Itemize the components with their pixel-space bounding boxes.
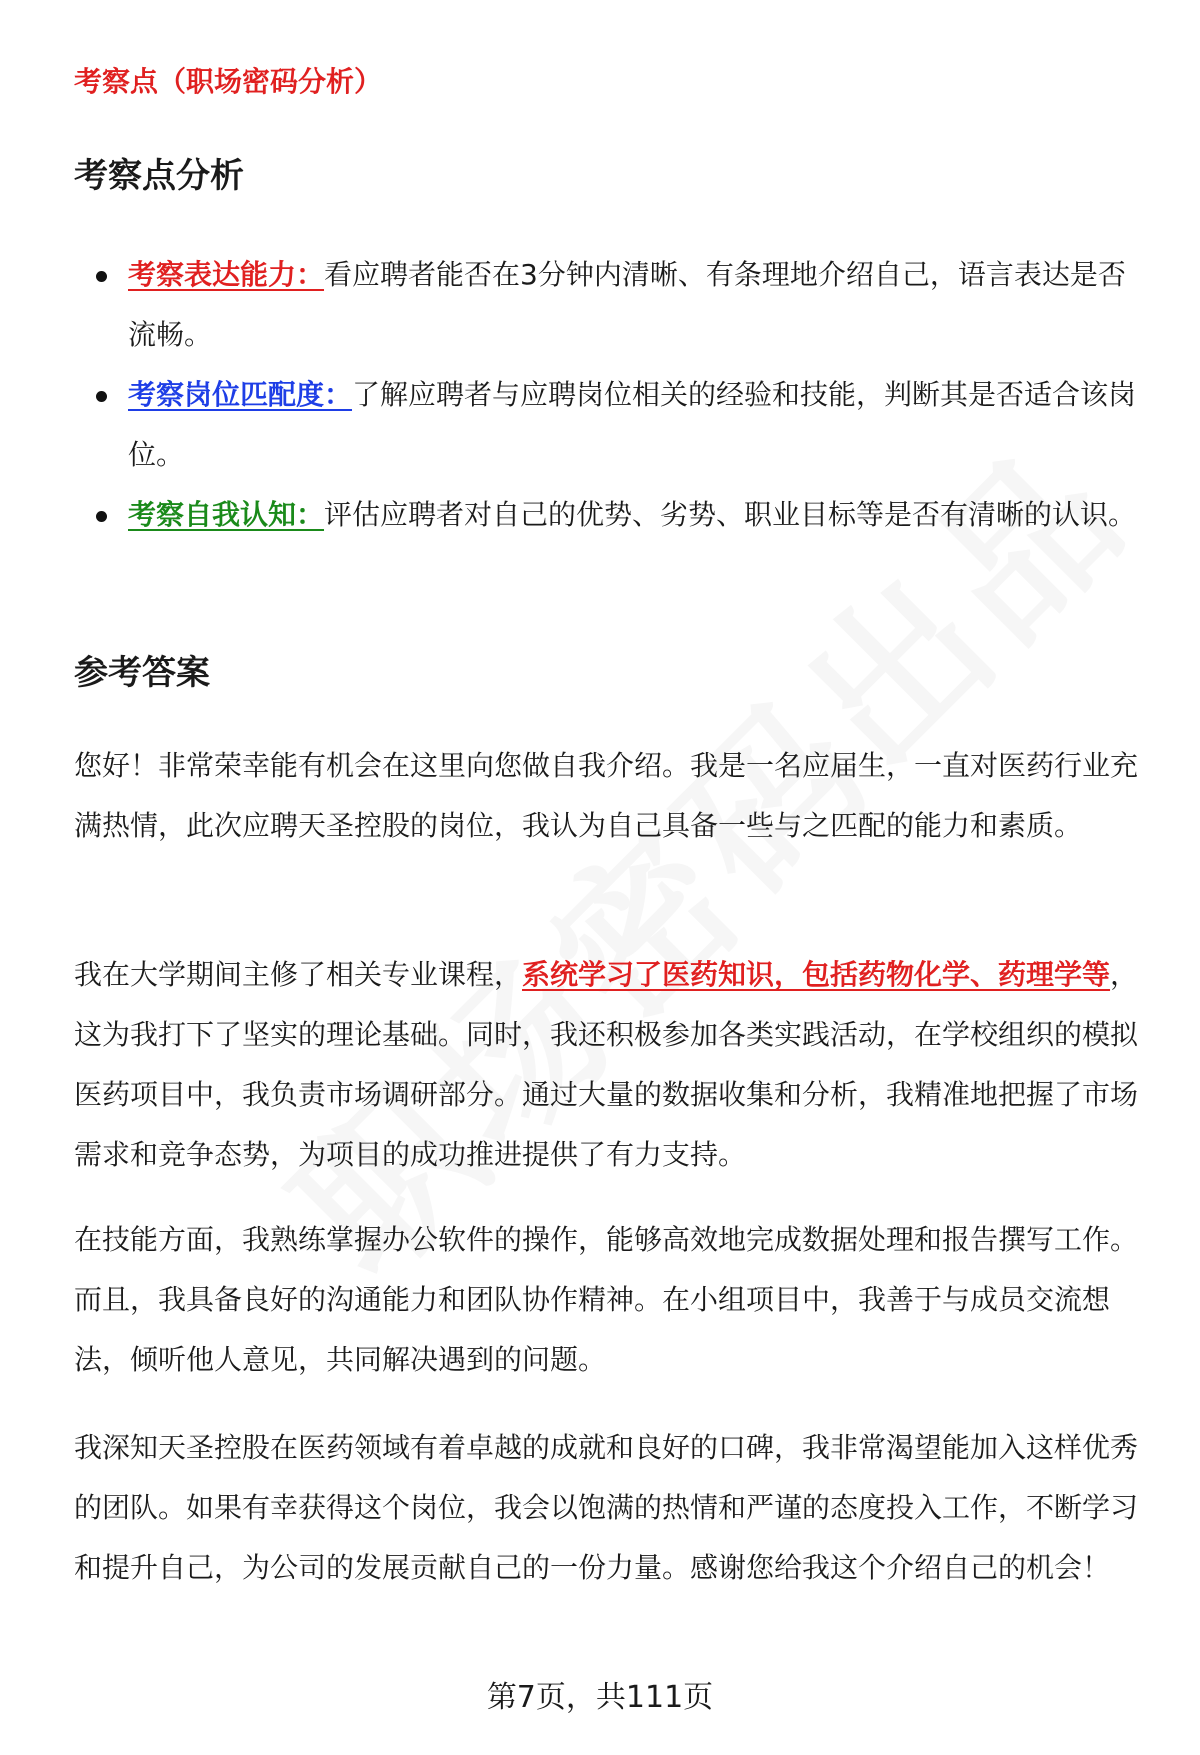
answer-paragraph-intro: 您好！非常荣幸能有机会在这里向您做自我介绍。我是一名应届生，一直对医药行业充满热情，此次应聘天圣控股的岗位，我认为自己具备一些与之匹配的能力和素质。 bbox=[74, 749, 1139, 842]
analysis-item-text: 了解应聘者与应聘岗位相关的经验和技能，判断其是否适合该岗位。 bbox=[128, 378, 1137, 471]
analysis-item-text: 看应聘者能否在3分钟内清晰、有条理地介绍自己，语言表达是否流畅。 bbox=[128, 258, 1126, 351]
paragraph-text: 我在大学期间主修了相关专业课程， bbox=[74, 958, 523, 991]
answer-paragraph-skills: 在技能方面，我熟练掌握办公软件的操作，能够高效地完成数据处理和报告撰写工作。而且，我具备良好的沟通能力和团队协作精神。在小组项目中，我善于与成员交流想法，倾听他人意见，共同解决遇到的问题。 bbox=[74, 1223, 1139, 1376]
highlighted-text: 系统学习了医药知识，包括药物化学、药理学等 bbox=[522, 958, 1111, 991]
page-indicator: 第7页，共111页 bbox=[486, 1680, 714, 1715]
bullet-icon bbox=[96, 511, 107, 522]
analysis-item-label: 考察岗位匹配度： bbox=[128, 378, 353, 411]
bullet-icon bbox=[96, 391, 107, 402]
answer-heading: 参考答案 bbox=[74, 653, 210, 693]
bullet-icon bbox=[96, 271, 107, 282]
analysis-item-self-awareness bbox=[74, 485, 1144, 545]
watermark-text bbox=[233, 566, 986, 1319]
analysis-item-label: 考察表达能力： bbox=[128, 258, 325, 291]
section-label: 考察点（职场密码分析） bbox=[74, 65, 383, 98]
analysis-list bbox=[74, 245, 1144, 545]
paragraph-text: ，这为我打下了坚实的理论基础。同时，我还积极参加各类实践活动，在学校组织的模拟医药项目中，我负责市场调研部分。通过大量的数据收集和分析，我精准地把握了市场需求和竞争态势，为项目的成功推进提供了有力支持。 bbox=[74, 958, 1139, 1171]
analysis-item-job-match bbox=[74, 365, 1144, 485]
analysis-item-text: 评估应聘者对自己的优势、劣势、职业目标等是否有清晰的认识。 bbox=[324, 498, 1137, 531]
analysis-item-label: 考察自我认知： bbox=[128, 498, 325, 531]
answer-paragraph-closing: 我深知天圣控股在医药领域有着卓越的成就和良好的口碑，我非常渴望能加入这样优秀的团队。如果有幸获得这个岗位，我会以饱满的热情和严谨的态度投入工作，不断学习和提升自己，为公司的发展贡献自己的一份力量。感谢您给我这个介绍自己的机会！ bbox=[74, 1431, 1139, 1584]
analysis-heading: 考察点分析 bbox=[74, 156, 244, 196]
analysis-item-expression bbox=[74, 245, 1144, 365]
answer-paragraph-education bbox=[74, 945, 1144, 1185]
